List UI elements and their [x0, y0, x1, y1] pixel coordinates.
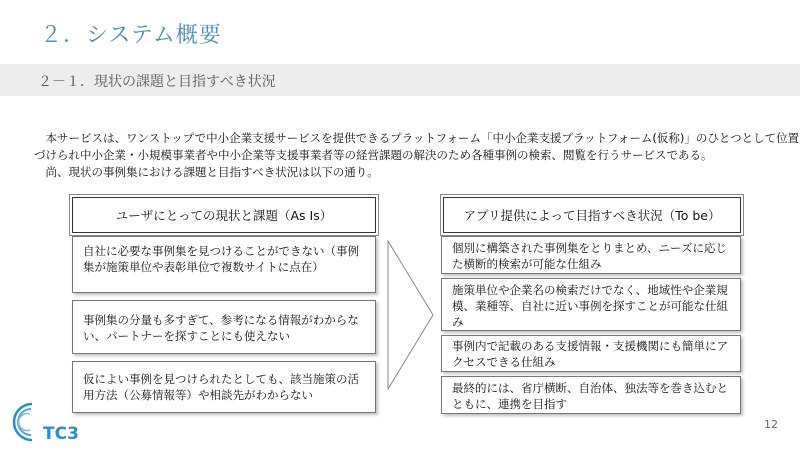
- to-be-header: アプリ提供によって目指すべき状況（To be）: [443, 197, 741, 233]
- to-be-item-4: 最終的には、省庁横断、自治体、独法等を巻き込むとともに、連携を目指す: [441, 376, 741, 414]
- section-subtitle: ２－１．現状の課題と目指すべき状況: [38, 74, 276, 90]
- logo-text: TC3: [43, 424, 79, 444]
- tc3-logo-icon: [6, 398, 46, 444]
- as-is-item-3: 仮によい事例を見つけられたとしても、該当施策の活用方法（公募情報等）や相談先がわからない: [72, 361, 376, 413]
- intro-line-1: 本サービスは、ワンストップで中小企業支援サービスを提供できるプラットフォーム「中小企業支援プラットフォーム(仮称)」のひとつとして位置: [45, 131, 800, 145]
- right-arrow-icon: [387, 240, 435, 390]
- as-is-header: ユーザにとっての現状と課題（As Is）: [72, 197, 376, 233]
- intro-text: [34, 130, 800, 181]
- intro-line-3: 尚、現状の事例集における課題と目指すべき状況は以下の通り。: [45, 165, 379, 179]
- to-be-item-1: 個別に構築された事例集をとりまとめ、ニーズに応じた横断的検索が可能な仕組み: [441, 236, 741, 274]
- page-title: ２．システム概要: [40, 23, 222, 48]
- as-is-item-1: 自社に必要な事例集を見つけることができない（事例集が施策単位や表彰単位で複数サイトに点在）: [72, 236, 376, 293]
- intro-line-2: づけられ中小企業・小規模事業者や中小企業等支援事業者等の経営課題の解決のため各種事例の検索、閲覧を行うサービスである。: [34, 148, 713, 162]
- as-is-item-2: 事例集の分量も多すぎて、参考になる情報がわからない、パートナーを探すことにも使えない: [72, 300, 376, 354]
- page-number: 12: [764, 418, 778, 431]
- to-be-item-3: 事例内で記載のある支援情報・支援機関にも簡単にアクセスできる仕組み: [441, 335, 741, 372]
- to-be-item-2: 施策単位や企業名の検索だけでなく、地域性や企業規模、業種等、自社に近い事例を探すことが可能な仕組み: [441, 278, 741, 331]
